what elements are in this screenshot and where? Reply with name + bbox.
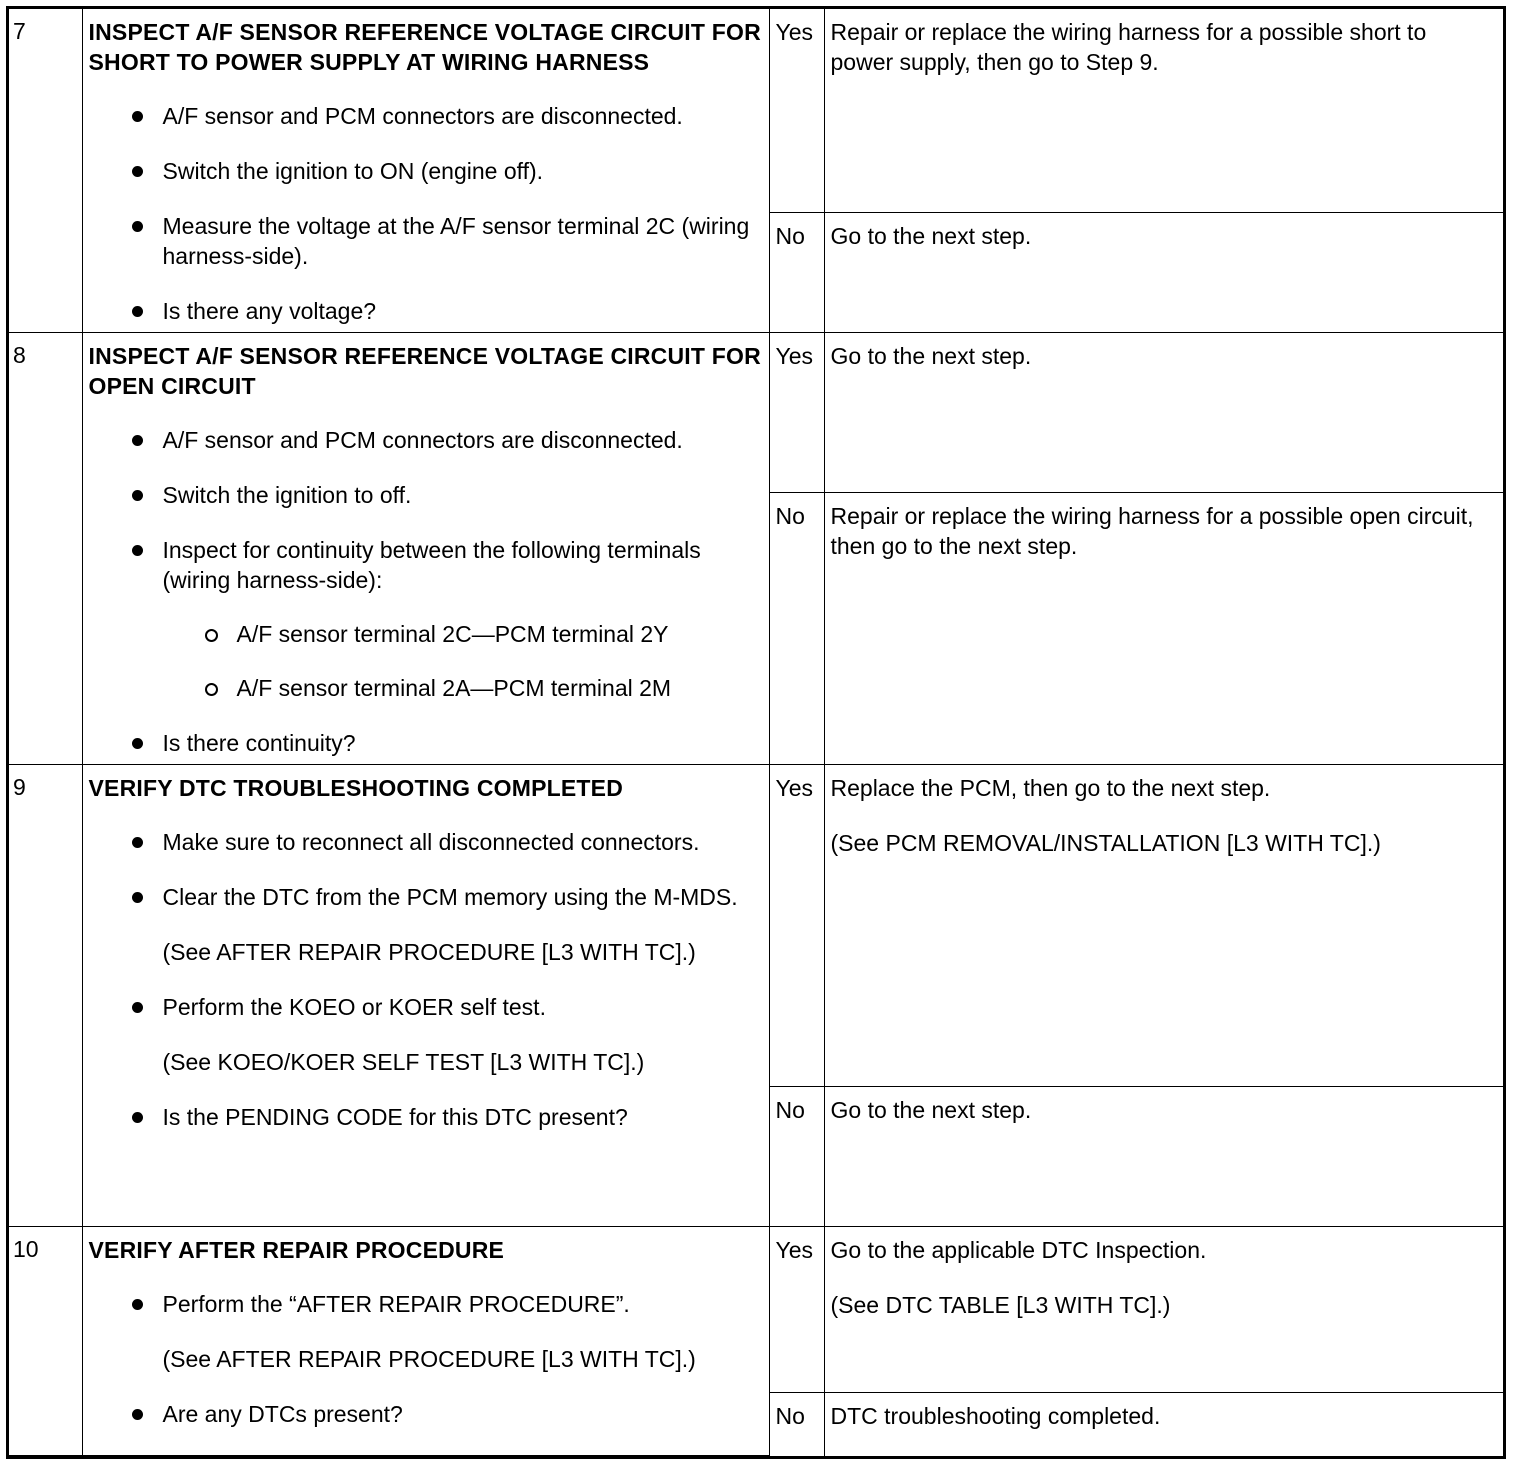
step-inspection xyxy=(82,764,769,1226)
result-yes-action xyxy=(824,764,1503,1086)
step-10-yes-row xyxy=(9,1226,1503,1392)
action-text: Repair or replace the wiring harness for a possible short to power supply, then go to Step 9. xyxy=(830,19,1427,75)
inspection-item: Switch the ignition to off. xyxy=(163,480,763,510)
inspection-item: Perform the “AFTER REPAIR PROCEDURE”. xyxy=(163,1289,763,1319)
step-inspection xyxy=(82,9,769,332)
inspection-question: Are any DTCs present? xyxy=(163,1399,763,1429)
inspection-item-text: Inspect for continuity between the following terminals (wiring harness-side): xyxy=(162,536,701,593)
inspection-item: A/F sensor and PCM connectors are disconnected. xyxy=(163,101,763,131)
troubleshooting-table xyxy=(6,6,1506,1459)
action-text: Go to the applicable DTC Inspection. xyxy=(830,1236,1207,1263)
action-text: Go to the next step. xyxy=(830,1096,1032,1123)
result-yes-action xyxy=(824,332,1503,492)
inspection-item: Clear the DTC from the PCM memory using the M-MDS. xyxy=(163,882,763,912)
inspection-item: Measure the voltage at the A/F sensor terminal 2C (wiring harness-side). xyxy=(163,211,763,271)
result-no-label: No xyxy=(769,1086,824,1226)
action-text: Go to the next step. xyxy=(830,222,1032,249)
result-yes-label: Yes xyxy=(769,764,824,1086)
inspection-question: Is the PENDING CODE for this DTC present? xyxy=(163,1102,763,1132)
action-text: Repair or replace the wiring harness for a possible open circuit, then go to the next step. xyxy=(830,502,1474,559)
result-no-action xyxy=(824,492,1503,764)
step-title: INSPECT A/F SENSOR REFERENCE VOLTAGE CIRCUIT FOR SHORT TO POWER SUPPLY AT WIRING HARNESS xyxy=(88,19,761,75)
action-text: Replace the PCM, then go to the next step. xyxy=(830,774,1271,801)
terminal-pair: A/F sensor terminal 2A—PCM terminal 2M xyxy=(237,673,763,703)
step-7-yes-row xyxy=(9,9,1503,212)
reference-note: (See AFTER REPAIR PROCEDURE [L3 WITH TC].) xyxy=(162,1345,696,1372)
reference-note: (See PCM REMOVAL/INSTALLATION [L3 WITH TC].) xyxy=(830,829,1381,856)
result-no-action xyxy=(824,1392,1503,1456)
reference-note: (See AFTER REPAIR PROCEDURE [L3 WITH TC].) xyxy=(162,938,696,965)
inspection-item: Switch the ignition to ON (engine off). xyxy=(163,156,763,186)
inspection-item: A/F sensor and PCM connectors are disconnected. xyxy=(163,425,763,455)
step-9-yes-row xyxy=(9,764,1503,1086)
reference-note: (See DTC TABLE [L3 WITH TC].) xyxy=(830,1291,1171,1318)
inspection-item: Perform the KOEO or KOER self test. xyxy=(163,992,763,1022)
result-no-action xyxy=(824,212,1503,332)
inspection-question: Is there any voltage? xyxy=(163,296,763,326)
result-yes-action xyxy=(824,1226,1503,1392)
inspection-item: Make sure to reconnect all disconnected connectors. xyxy=(163,827,763,857)
reference-note: (See KOEO/KOER SELF TEST [L3 WITH TC].) xyxy=(162,1048,645,1075)
inspection-question: Is there continuity? xyxy=(163,728,763,758)
step-inspection xyxy=(82,1226,769,1456)
step-number: 8 xyxy=(9,332,82,764)
step-title: VERIFY DTC TROUBLESHOOTING COMPLETED xyxy=(88,774,624,801)
result-yes-label: Yes xyxy=(769,9,824,212)
result-no-label: No xyxy=(769,492,824,764)
step-number: 10 xyxy=(9,1226,82,1456)
result-no-label: No xyxy=(769,1392,824,1456)
step-number: 9 xyxy=(9,764,82,1226)
result-yes-label: Yes xyxy=(769,1226,824,1392)
result-no-action xyxy=(824,1086,1503,1226)
action-text: DTC troubleshooting completed. xyxy=(830,1402,1161,1429)
action-text: Go to the next step. xyxy=(830,342,1032,369)
inspection-item xyxy=(163,535,763,703)
step-number: 7 xyxy=(9,9,82,332)
step-title: VERIFY AFTER REPAIR PROCEDURE xyxy=(88,1236,505,1263)
result-yes-label: Yes xyxy=(769,332,824,492)
result-yes-action xyxy=(824,9,1503,212)
step-8-yes-row xyxy=(9,332,1503,492)
diagnostic-procedure-table xyxy=(9,9,1503,1456)
step-inspection xyxy=(82,332,769,764)
result-no-label: No xyxy=(769,212,824,332)
step-title: INSPECT A/F SENSOR REFERENCE VOLTAGE CIRCUIT FOR OPEN CIRCUIT xyxy=(88,342,761,399)
terminal-pair: A/F sensor terminal 2C—PCM terminal 2Y xyxy=(237,619,763,649)
